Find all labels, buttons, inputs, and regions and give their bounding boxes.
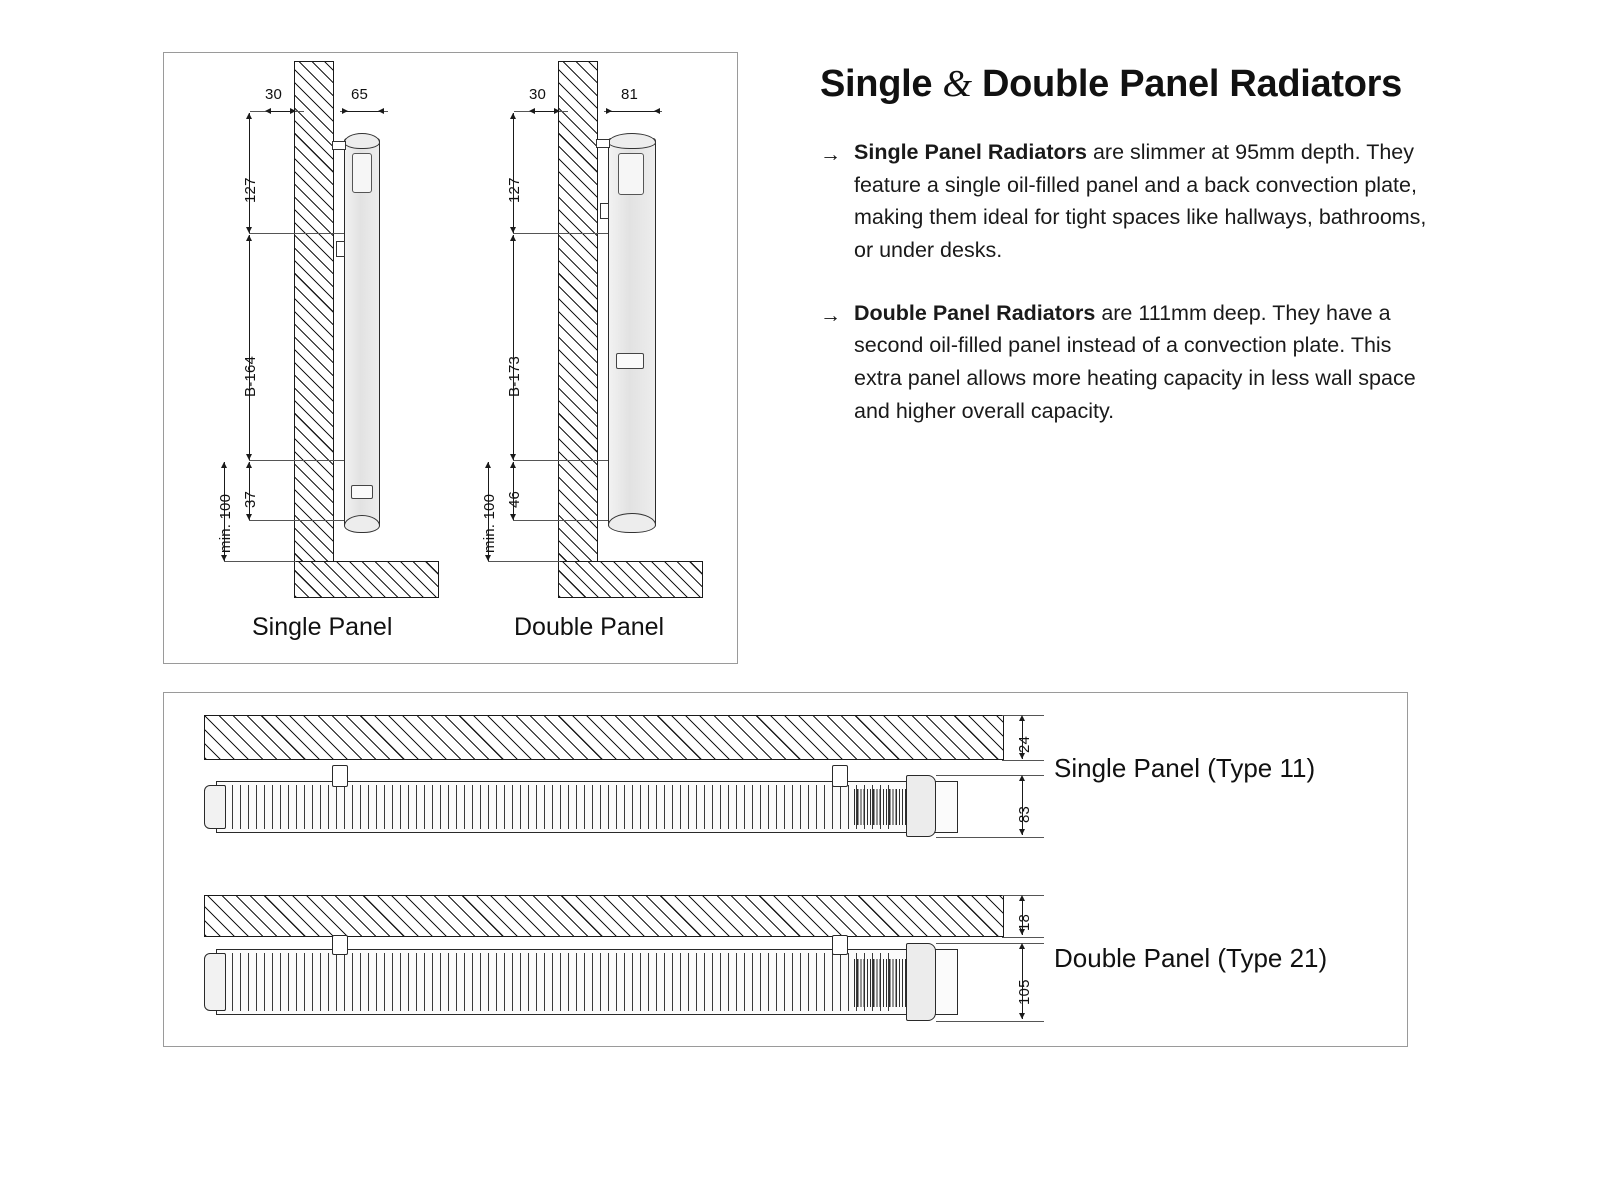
bullet-single-panel-body: are slimmer at 95mm depth. They feature a single oil-filled panel and a back convection plate, making them ideal for tight spaces like hallways, bathrooms, or under desks. [854, 140, 1427, 263]
arrow-depth-left [342, 108, 348, 114]
bullet-double-panel [820, 297, 1440, 428]
radiator-end-cap-right-double [906, 943, 936, 1021]
plan-label-double-panel: Double Panel (Type 21) [1054, 943, 1328, 973]
ext-line-double-depth-top [936, 943, 1044, 944]
radiator-end-cap-left-double [204, 953, 226, 1011]
ext-line-double-wall-bottom [1002, 937, 1044, 938]
bullet-single-panel-lead: Single Panel Radiators [854, 140, 1087, 164]
radiator-end-cap-right-single [906, 775, 936, 837]
ext-line-single-depth-bottom [936, 837, 1044, 838]
arrow-wall-offset-left [265, 108, 271, 114]
caption-double-panel: Double Panel [514, 613, 665, 641]
dim-label-single-plan-wall: 24 [1016, 735, 1033, 753]
arrow-double-depth-top [1019, 943, 1025, 949]
floor-section-hatch-2 [558, 561, 703, 598]
arrow-depth-right-2 [654, 108, 660, 114]
ext-line-single-depth-top [936, 775, 1044, 776]
radiator-top-grille-2 [618, 153, 644, 195]
bullet-double-panel-lead: Double Panel Radiators [854, 300, 1096, 325]
dim-label-double-wall-offset: 30 [529, 86, 547, 103]
arrow-single-wall-bottom [1019, 753, 1025, 759]
dim-line-top-127 [249, 113, 250, 233]
bullet-single-panel [820, 136, 1440, 267]
arrow-37-top [246, 462, 252, 468]
plan-label-single-panel: Single Panel (Type 11) [1054, 753, 1316, 783]
radiator-mid-vent-2 [616, 353, 644, 369]
arrow-wall-offset-left-2 [529, 108, 535, 114]
bullet-double-panel-body: are 111mm deep. They have a second oil-filled panel instead of a convection plate. This extra panel allows more heating capacity in less wall space and higher overall capacity. [854, 300, 1416, 423]
bullet-double-panel-text [854, 297, 1440, 428]
arrow-single-depth-bottom [1019, 829, 1025, 835]
mount-clip-right-double [832, 935, 848, 955]
arrow-body-top-2 [510, 235, 516, 241]
ext-line-floor-2 [488, 561, 560, 562]
radiator-top-cap [344, 133, 380, 149]
wall-bracket-upper-2 [596, 139, 610, 148]
wall-bracket-lower-2 [600, 203, 609, 219]
arrow-46-top [510, 462, 516, 468]
dim-label-double-top: 127 [506, 177, 523, 203]
dim-line-top-127-2 [513, 113, 514, 233]
arrow-min100-top [221, 462, 227, 468]
arrow-body-top [246, 235, 252, 241]
dim-label-single-height: B-164 [242, 355, 259, 397]
arrow-wall-offset-right-2 [554, 108, 560, 114]
dim-label-single-depth: 65 [351, 86, 369, 103]
radiator-top-cap-2 [608, 133, 656, 149]
dim-label-single-wall-offset: 30 [265, 86, 283, 103]
wall-plan-hatch-double [204, 895, 1004, 937]
arrow-depth-right [378, 108, 384, 114]
dim-label-double-bottom: 46 [506, 490, 523, 508]
arrow-single-depth-top [1019, 775, 1025, 781]
ext-line-46-bottom [513, 520, 608, 521]
ext-line-127-bottom-2 [513, 233, 608, 234]
dim-line-depth-2 [607, 111, 659, 112]
dim-label-double-plan-depth: 105 [1016, 979, 1033, 1005]
dim-label-single-floor-min: min. 100 [217, 493, 234, 553]
radiator-bottom-cap [344, 515, 380, 533]
radiator-fins-single [224, 785, 896, 829]
bullet-single-panel-text [854, 136, 1440, 267]
arrow-depth-left-2 [606, 108, 612, 114]
arrow-right-icon: → [820, 303, 841, 327]
arrow-min100-top-2 [485, 462, 491, 468]
wall-plan-hatch-single [204, 715, 1004, 760]
dim-line-body-height-2 [513, 235, 514, 460]
page-title [820, 62, 1440, 106]
elevation-drawing-panel [163, 52, 738, 664]
title-part-1: Single [820, 63, 943, 105]
radiator-body-profile-2 [608, 138, 656, 528]
arrow-wall-offset-right [290, 108, 296, 114]
dim-label-single-top: 127 [242, 177, 259, 203]
radiator-top-grille [352, 153, 372, 193]
ext-line-double-depth-bottom [936, 1021, 1044, 1022]
radiator-fins-dense-single [854, 789, 910, 825]
wall-bracket-lower [336, 241, 345, 257]
dim-label-single-bottom: 37 [242, 490, 259, 508]
arrow-right-icon: → [820, 143, 841, 166]
plan-drawing-panel [163, 692, 1408, 1047]
wall-bracket-upper [332, 141, 346, 150]
title-ampersand: & [942, 63, 972, 105]
arrow-127-top [246, 113, 252, 119]
ext-line-floor [224, 561, 296, 562]
dim-label-double-plan-wall: 18 [1016, 913, 1033, 931]
ext-line-body-bottom-2 [513, 460, 608, 461]
arrow-double-depth-bottom [1019, 1013, 1025, 1019]
ext-line-body-bottom [249, 460, 344, 461]
caption-single-panel: Single Panel [252, 613, 393, 641]
radiator-fins-dense-double [854, 959, 910, 1007]
arrow-127-top-2 [510, 113, 516, 119]
description-column [820, 62, 1440, 457]
mount-clip-right-single [832, 765, 848, 787]
radiator-body-profile [344, 138, 380, 528]
radiator-end-cap-left-single [204, 785, 226, 829]
arrow-single-wall-top [1019, 715, 1025, 721]
radiator-bottom-cap-2 [608, 513, 656, 533]
radiator-fins-double [224, 953, 896, 1011]
ext-line-single-wall-bottom [1002, 760, 1044, 761]
ext-line-127-bottom [249, 233, 344, 234]
dim-label-single-plan-depth: 83 [1016, 805, 1033, 823]
arrow-double-wall-top [1019, 895, 1025, 901]
dim-label-double-height: B-173 [506, 355, 523, 397]
wall-section-hatch-2 [558, 61, 598, 581]
dim-label-double-depth: 81 [621, 86, 639, 103]
dim-line-depth [343, 111, 383, 112]
title-part-2: Double Panel Radiators [971, 63, 1402, 105]
wall-section-hatch [294, 61, 334, 581]
dim-line-body-height [249, 235, 250, 460]
dim-label-double-floor-min: min. 100 [481, 493, 498, 553]
floor-section-hatch [294, 561, 439, 598]
ext-line-37-bottom [249, 520, 344, 521]
mount-clip-left-double [332, 935, 348, 955]
radiator-bottom-vent [351, 485, 373, 499]
mount-clip-left-single [332, 765, 348, 787]
